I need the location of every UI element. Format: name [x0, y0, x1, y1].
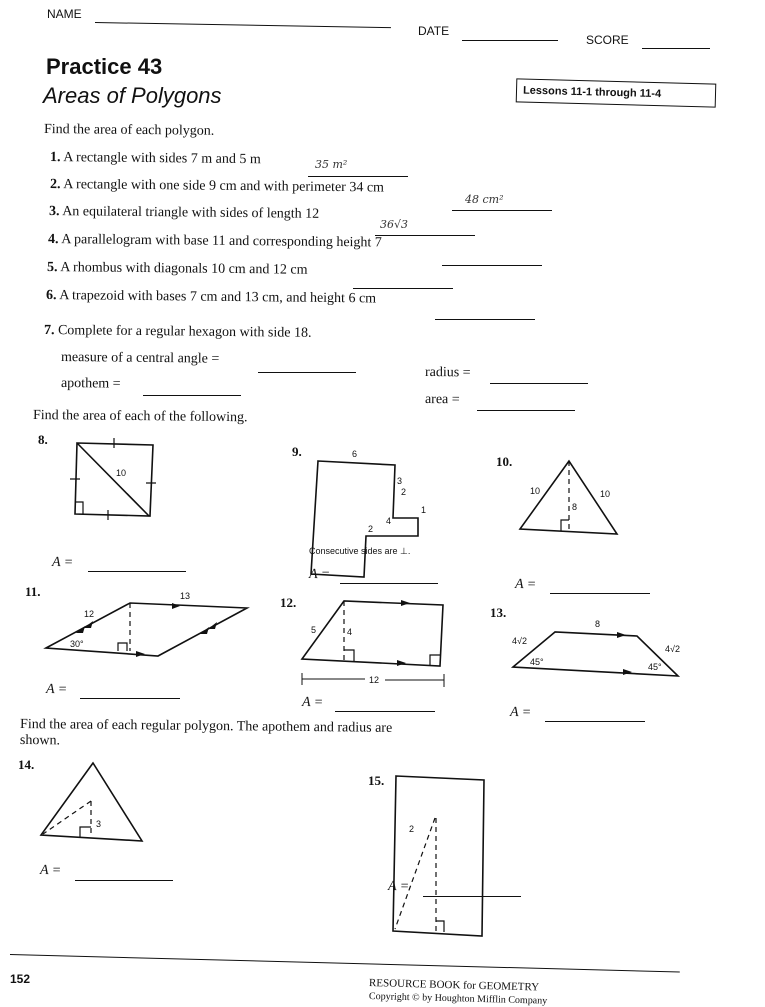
answer-3: 36√3 [380, 218, 409, 231]
figure-12-base-label: 12 [369, 675, 380, 685]
question-3: 3. An equilateral triangle with sides of length 12 [48, 204, 320, 222]
figure-10-left-label: 10 [530, 486, 541, 496]
figure-8-number: 8. [38, 432, 48, 447]
figure-11-angle-label: 30° [70, 639, 84, 649]
lessons-badge: Lessons 11-1 through 11-4 [516, 78, 717, 107]
question-4: 4. A parallelogram with base 11 and corresponding height 7 [47, 232, 382, 251]
figure-8-diagonal [77, 443, 149, 516]
answer-1: 35 m² [315, 158, 348, 171]
right-angle-mark [75, 502, 83, 514]
book-title: RESOURCE BOOK for GEOMETRY [368, 977, 540, 994]
question-7: 7. Complete for a regular hexagon with side 18. [43, 323, 312, 341]
section3-instruction: Find the area of each regular polygon. The apothem and radius are shown. [19, 717, 393, 749]
figure-9-label-3: 3 [397, 476, 403, 486]
question-5: 5. A rhombus with diagonals 10 cm and 12 cm [46, 260, 308, 278]
area-label-9: A = [308, 567, 331, 583]
answer-2: 48 cm² [465, 193, 504, 206]
figure-14-radius [43, 801, 91, 834]
right-angle-mark [561, 520, 569, 531]
page-title: Practice 43 [46, 54, 163, 79]
area-label: area = [424, 392, 460, 408]
figure-13-right-angle: 45° [648, 662, 662, 672]
figure-9-label-2b: 2 [368, 524, 374, 534]
apothem-label: apothem = [60, 376, 121, 392]
area-label-8: A = [51, 555, 74, 571]
question-1: 1. A rectangle with sides 7 m and 5 m [49, 150, 261, 168]
figure-9-label-2a: 2 [401, 487, 407, 497]
figure-10-number: 10. [496, 454, 513, 469]
section1-instruction: Find the area of each polygon. [43, 122, 215, 139]
figure-14-number: 14. [18, 757, 35, 772]
figure-14-apothem-label: 3 [96, 819, 102, 829]
figure-8-diag-label: 10 [116, 468, 127, 478]
figure-13-right-label: 4√2 [665, 644, 680, 654]
right-angle-mark [436, 921, 444, 932]
name-label: NAME [47, 7, 82, 21]
figure-15-radius-label: 2 [409, 824, 415, 834]
figure-12-side-label: 5 [311, 625, 317, 635]
figure-11-number: 11. [25, 584, 41, 599]
page-subtitle: Areas of Polygons [43, 83, 222, 108]
figure-10-height-label: 8 [572, 502, 578, 512]
area-label-14: A = [39, 863, 62, 879]
figure-12-trapezoid [302, 601, 443, 666]
figure-13-left-angle: 45° [530, 657, 544, 667]
radius-label: radius = [424, 365, 471, 381]
area-label-11: A = [45, 682, 68, 698]
score-label: SCORE [586, 33, 629, 47]
central-angle-label: measure of a central angle = [60, 350, 220, 367]
figure-15-number: 15. [368, 773, 385, 788]
area-label-15: A = [387, 879, 410, 895]
question-6: 6. A trapezoid with bases 7 cm and 13 cm, and height 6 cm [45, 288, 377, 307]
question-2: 2. A rectangle with one side 9 cm and with perimeter 34 cm [49, 177, 385, 196]
figure-13-left-label: 4√2 [512, 636, 527, 646]
figure-13-top-label: 8 [595, 619, 601, 629]
figure-9-label-4: 4 [386, 516, 392, 526]
area-label-12: A = [301, 695, 324, 711]
area-label-13: A = [509, 705, 532, 721]
figure-12-height-label: 4 [347, 627, 353, 637]
date-label: DATE [418, 24, 450, 38]
figure-11-top-label: 13 [180, 591, 191, 601]
figure-13-number: 13. [490, 605, 507, 620]
page-number: 152 [10, 972, 31, 986]
figure-11-side-label: 12 [84, 609, 95, 619]
figure-9-label-1: 1 [421, 505, 427, 515]
area-label-10: A = [514, 577, 537, 593]
figure-10-right-label: 10 [600, 489, 611, 499]
figure-12-number: 12. [280, 595, 297, 610]
figure-9-caption: Consecutive sides are ⊥. [309, 546, 411, 556]
figure-9-label-top: 6 [352, 449, 358, 459]
right-angle-mark [80, 827, 91, 837]
figure-15-square [393, 776, 484, 936]
figure-9-number: 9. [292, 444, 302, 459]
copyright: Copyright © by Houghton Mifflin Company [368, 991, 548, 1007]
section2-instruction: Find the area of each of the following. [32, 408, 248, 426]
figure-15-radius [395, 818, 435, 929]
right-angle-mark [118, 643, 127, 651]
